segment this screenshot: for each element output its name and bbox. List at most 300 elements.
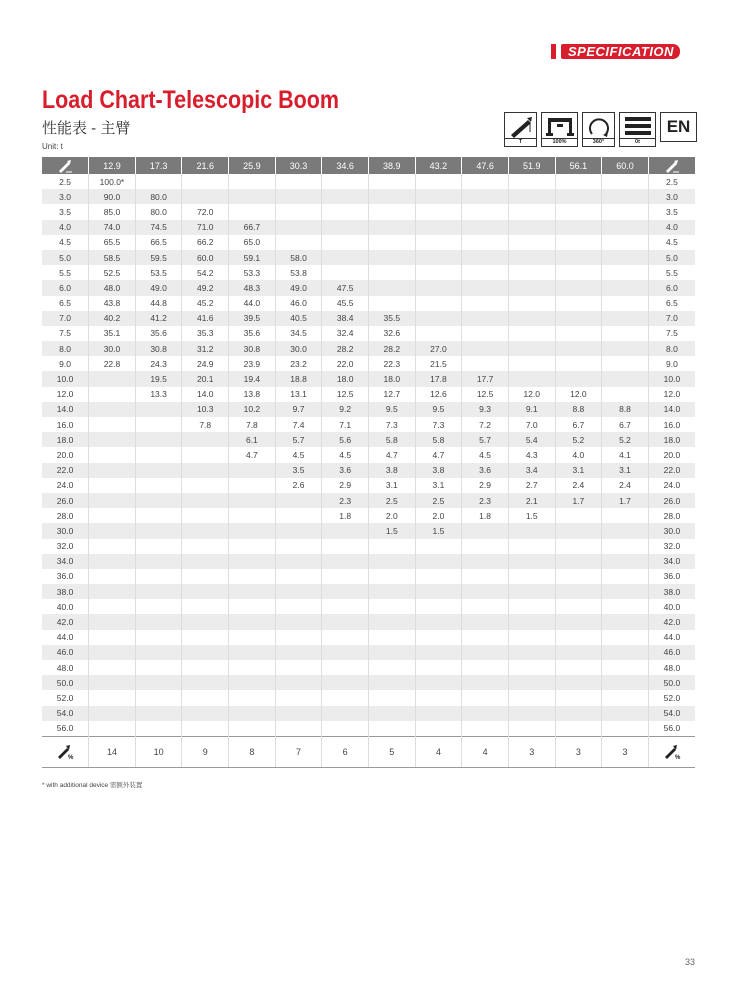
load-cell: 4.5 xyxy=(462,447,509,462)
load-cell: 27.0 xyxy=(415,341,462,356)
radius-cell: 46.0 xyxy=(42,645,89,660)
load-cell xyxy=(89,402,136,417)
radius-cell-right: 54.0 xyxy=(648,706,695,721)
load-cell: 17.7 xyxy=(462,371,509,386)
load-cell xyxy=(508,235,555,250)
load-cell xyxy=(602,280,649,295)
load-cell xyxy=(462,706,509,721)
load-cell: 4.0 xyxy=(555,447,602,462)
load-cell: 5.2 xyxy=(602,432,649,447)
load-cell: 71.0 xyxy=(182,220,229,235)
load-cell xyxy=(322,204,369,219)
radius-cell: 28.0 xyxy=(56,510,74,521)
load-cell: 19.4 xyxy=(229,371,276,386)
load-cell xyxy=(462,311,509,326)
load-cell xyxy=(602,539,649,554)
boom-radius-icon xyxy=(57,159,73,173)
load-cell xyxy=(135,523,182,538)
load-cell xyxy=(508,341,555,356)
load-cell xyxy=(602,675,649,690)
load-cell xyxy=(322,265,369,280)
load-cell: 31.2 xyxy=(182,341,229,356)
boom-length-header: 47.6 xyxy=(462,157,509,174)
load-cell xyxy=(602,265,649,280)
load-cell xyxy=(368,706,415,721)
radius-cell: 54.0 xyxy=(42,706,89,721)
load-cell xyxy=(182,554,229,569)
load-cell xyxy=(89,630,136,645)
load-cell xyxy=(508,569,555,584)
load-cell: 7.2 xyxy=(462,417,509,432)
load-cell: 2.5 xyxy=(368,493,415,508)
load-cell xyxy=(89,387,136,402)
load-cell xyxy=(182,584,229,599)
load-cell xyxy=(415,690,462,705)
load-cell: 30.0 xyxy=(275,341,322,356)
counterweight-caption: 0t xyxy=(620,138,655,146)
table-row xyxy=(42,660,695,675)
load-cell xyxy=(602,174,649,189)
radius-cell-right: 16.0 xyxy=(648,417,695,432)
table-row xyxy=(42,174,695,189)
load-cell xyxy=(229,463,276,478)
boom-length-header: 34.6 xyxy=(322,157,369,174)
boom-length-header: 17.3 xyxy=(135,157,182,174)
load-cell: 3.6 xyxy=(462,463,509,478)
configuration-indicators xyxy=(504,112,697,147)
load-cell xyxy=(508,675,555,690)
load-cell: 5.2 xyxy=(555,432,602,447)
load-cell: 53.3 xyxy=(229,265,276,280)
load-cell xyxy=(462,584,509,599)
radius-cell: 30.0 xyxy=(42,523,89,538)
load-cell: 9.1 xyxy=(508,402,555,417)
load-cell xyxy=(508,599,555,614)
load-cell xyxy=(275,660,322,675)
load-cell xyxy=(602,690,649,705)
load-cell xyxy=(508,280,555,295)
radius-cell: 3.5 xyxy=(59,206,71,217)
load-cell xyxy=(229,690,276,705)
load-cell: 1.5 xyxy=(508,508,555,523)
load-cell xyxy=(415,584,462,599)
load-cell xyxy=(462,280,509,295)
load-cell xyxy=(135,478,182,493)
load-cell xyxy=(275,508,322,523)
table-row xyxy=(42,250,695,265)
load-cell xyxy=(229,539,276,554)
section-icon-cell xyxy=(42,736,89,767)
load-cell xyxy=(415,706,462,721)
load-cell xyxy=(182,675,229,690)
load-cell xyxy=(602,371,649,386)
load-cell xyxy=(368,554,415,569)
load-cell xyxy=(229,660,276,675)
radius-cell-right: 3.5 xyxy=(648,204,695,219)
load-cell: 47.5 xyxy=(322,280,369,295)
load-cell: 8.8 xyxy=(555,402,602,417)
load-cell: 66.5 xyxy=(135,235,182,250)
load-cell xyxy=(135,614,182,629)
load-cell xyxy=(89,569,136,584)
load-cell: 49.2 xyxy=(182,280,229,295)
load-cell: 4.5 xyxy=(275,447,322,462)
load-cell xyxy=(368,250,415,265)
load-cell xyxy=(462,539,509,554)
load-cell xyxy=(462,554,509,569)
load-cell xyxy=(368,569,415,584)
load-cell xyxy=(275,690,322,705)
load-cell: 35.5 xyxy=(368,311,415,326)
radius-cell-right: 30.0 xyxy=(648,523,695,538)
table-row xyxy=(42,311,695,326)
radius-cell: 34.0 xyxy=(42,554,89,569)
load-cell xyxy=(368,204,415,219)
table-row xyxy=(42,614,695,629)
load-cell xyxy=(135,569,182,584)
load-cell xyxy=(368,235,415,250)
load-cell: 13.3 xyxy=(135,387,182,402)
load-cell: 45.5 xyxy=(322,296,369,311)
load-cell xyxy=(135,660,182,675)
load-cell: 1.8 xyxy=(322,508,369,523)
table-row xyxy=(42,508,695,523)
radius-cell: 12.0 xyxy=(56,389,74,400)
load-cell: 12.5 xyxy=(462,387,509,402)
load-cell xyxy=(182,508,229,523)
radius-cell-right: 18.0 xyxy=(648,432,695,447)
load-cell: 18.0 xyxy=(322,371,369,386)
table-row xyxy=(42,356,695,371)
language-indicator xyxy=(660,112,697,142)
radius-cell-right: 6.5 xyxy=(648,296,695,311)
load-cell xyxy=(135,554,182,569)
load-cell xyxy=(508,189,555,204)
radius-cell-right: 6.0 xyxy=(648,280,695,295)
load-cell xyxy=(508,204,555,219)
load-cell xyxy=(229,174,276,189)
load-cell xyxy=(368,660,415,675)
table-row xyxy=(42,447,695,462)
load-cell: 6.7 xyxy=(602,417,649,432)
radius-cell-right: 4.5 xyxy=(648,235,695,250)
load-cell xyxy=(182,599,229,614)
load-cell: 2.6 xyxy=(275,478,322,493)
table-row xyxy=(42,204,695,219)
load-cell xyxy=(322,660,369,675)
table-row xyxy=(42,220,695,235)
load-cell xyxy=(135,174,182,189)
load-cell xyxy=(555,341,602,356)
radius-cell-right: 12.0 xyxy=(648,387,695,402)
load-cell xyxy=(555,265,602,280)
load-cell: 8.8 xyxy=(602,402,649,417)
load-cell: 3.8 xyxy=(368,463,415,478)
load-cell xyxy=(89,432,136,447)
section-icon-cell-right xyxy=(648,736,695,767)
radius-cell: 7.0 xyxy=(42,311,89,326)
load-cell xyxy=(229,630,276,645)
load-cell: 58.0 xyxy=(275,250,322,265)
load-cell xyxy=(368,584,415,599)
load-cell xyxy=(602,296,649,311)
load-cell: 40.2 xyxy=(89,311,136,326)
load-cell xyxy=(229,493,276,508)
load-cell xyxy=(275,721,322,737)
load-cell xyxy=(322,675,369,690)
load-cell xyxy=(555,554,602,569)
load-cell xyxy=(555,584,602,599)
radius-cell: 2.5 xyxy=(59,176,71,187)
load-cell xyxy=(135,690,182,705)
radius-cell: 16.0 xyxy=(56,419,74,430)
section-count: 10 xyxy=(135,736,182,767)
load-cell xyxy=(508,706,555,721)
radius-cell-right: 8.0 xyxy=(648,341,695,356)
load-cell xyxy=(229,523,276,538)
load-cell xyxy=(135,447,182,462)
load-cell: 40.5 xyxy=(275,311,322,326)
load-cell: 58.5 xyxy=(89,250,136,265)
load-cell: 7.3 xyxy=(368,417,415,432)
load-cell xyxy=(508,645,555,660)
load-cell xyxy=(182,569,229,584)
load-cell xyxy=(89,478,136,493)
load-cell: 74.0 xyxy=(89,220,136,235)
load-cell: 66.2 xyxy=(182,235,229,250)
load-cell xyxy=(135,645,182,660)
load-cell: 48.3 xyxy=(229,280,276,295)
load-cell xyxy=(415,554,462,569)
table-row xyxy=(42,189,695,204)
load-cell xyxy=(462,630,509,645)
load-cell xyxy=(89,523,136,538)
boom-percent-icon xyxy=(663,744,681,760)
page-number: 33 xyxy=(684,957,695,967)
footnote: * with additional device 需额外装置 xyxy=(42,782,143,789)
load-cell: 100.0* xyxy=(89,174,136,189)
load-cell xyxy=(415,660,462,675)
load-cell xyxy=(508,356,555,371)
load-cell xyxy=(135,630,182,645)
boom-length-header: 25.9 xyxy=(229,157,276,174)
load-cell xyxy=(275,554,322,569)
table-row xyxy=(42,630,695,645)
load-cell: 35.1 xyxy=(89,326,136,341)
load-cell xyxy=(602,660,649,675)
load-cell xyxy=(415,296,462,311)
load-cell: 7.1 xyxy=(322,417,369,432)
load-cell xyxy=(89,721,136,737)
radius-cell: 5.5 xyxy=(59,267,71,278)
load-chart-body xyxy=(42,174,695,736)
load-cell xyxy=(508,660,555,675)
load-cell xyxy=(229,204,276,219)
load-cell xyxy=(135,508,182,523)
load-cell: 21.5 xyxy=(415,356,462,371)
load-cell xyxy=(89,614,136,629)
load-cell xyxy=(602,311,649,326)
load-cell: 5.8 xyxy=(368,432,415,447)
load-cell: 4.7 xyxy=(368,447,415,462)
load-cell xyxy=(462,174,509,189)
load-cell xyxy=(322,584,369,599)
load-cell: 2.4 xyxy=(555,478,602,493)
table-row xyxy=(42,675,695,690)
load-cell xyxy=(135,432,182,447)
load-cell xyxy=(602,189,649,204)
load-cell xyxy=(555,630,602,645)
load-cell: 44.8 xyxy=(135,296,182,311)
load-cell: 1.8 xyxy=(462,508,509,523)
load-cell: 72.0 xyxy=(182,204,229,219)
boom-length-header: 30.3 xyxy=(275,157,322,174)
boom-caption: T xyxy=(505,138,536,146)
load-cell: 32.4 xyxy=(322,326,369,341)
load-cell xyxy=(275,569,322,584)
outrigger-indicator xyxy=(541,112,578,147)
load-cell xyxy=(368,599,415,614)
load-cell: 2.9 xyxy=(462,478,509,493)
radius-cell: 5.0 xyxy=(42,250,89,265)
table-row xyxy=(42,280,695,295)
load-cell xyxy=(462,675,509,690)
load-cell: 1.7 xyxy=(555,493,602,508)
load-cell xyxy=(462,721,509,737)
load-cell: 85.0 xyxy=(89,204,136,219)
load-cell xyxy=(368,614,415,629)
load-cell xyxy=(135,463,182,478)
radius-cell: 8.0 xyxy=(42,341,89,356)
load-cell: 18.8 xyxy=(275,371,322,386)
load-cell xyxy=(602,645,649,660)
load-cell xyxy=(229,675,276,690)
load-cell: 53.5 xyxy=(135,265,182,280)
load-cell xyxy=(462,220,509,235)
load-cell xyxy=(182,630,229,645)
load-cell xyxy=(555,371,602,386)
load-cell: 2.4 xyxy=(602,478,649,493)
load-cell xyxy=(415,250,462,265)
load-cell xyxy=(182,721,229,737)
table-row xyxy=(42,296,695,311)
load-cell: 3.1 xyxy=(555,463,602,478)
radius-cell-right: 42.0 xyxy=(648,614,695,629)
load-cell xyxy=(555,250,602,265)
load-cell xyxy=(229,189,276,204)
load-cell: 24.9 xyxy=(182,356,229,371)
load-cell xyxy=(602,614,649,629)
load-cell: 41.2 xyxy=(135,311,182,326)
load-cell: 22.0 xyxy=(322,356,369,371)
load-cell xyxy=(89,371,136,386)
load-cell: 6.1 xyxy=(229,432,276,447)
load-cell: 7.4 xyxy=(275,417,322,432)
svg-text:%: % xyxy=(674,754,681,760)
load-cell: 7.8 xyxy=(229,417,276,432)
load-cell xyxy=(182,478,229,493)
boom-percent-icon xyxy=(56,744,74,760)
section-count: 7 xyxy=(275,736,322,767)
load-cell xyxy=(275,599,322,614)
language-label: EN xyxy=(666,117,691,136)
load-cell xyxy=(462,265,509,280)
load-cell: 41.6 xyxy=(182,311,229,326)
load-cell: 12.0 xyxy=(508,387,555,402)
table-row xyxy=(42,402,695,417)
load-cell xyxy=(368,280,415,295)
table-row xyxy=(42,265,695,280)
load-cell xyxy=(415,539,462,554)
load-cell: 7.0 xyxy=(508,417,555,432)
load-cell xyxy=(602,250,649,265)
radius-cell-right: 7.5 xyxy=(648,326,695,341)
table-row xyxy=(42,432,695,447)
load-cell xyxy=(415,265,462,280)
load-cell xyxy=(415,630,462,645)
load-cell xyxy=(602,508,649,523)
load-cell xyxy=(555,356,602,371)
radius-cell-right: 34.0 xyxy=(648,554,695,569)
load-cell xyxy=(275,189,322,204)
load-cell xyxy=(275,235,322,250)
load-cell: 48.0 xyxy=(89,280,136,295)
load-cell xyxy=(135,599,182,614)
radius-cell: 44.0 xyxy=(56,632,74,643)
radius-cell-right: 38.0 xyxy=(648,584,695,599)
radius-cell-right: 7.0 xyxy=(648,311,695,326)
load-cell xyxy=(322,220,369,235)
load-cell xyxy=(602,721,649,737)
load-cell xyxy=(322,690,369,705)
load-cell xyxy=(555,706,602,721)
load-cell xyxy=(182,645,229,660)
load-cell xyxy=(229,614,276,629)
radius-cell-right: 44.0 xyxy=(648,630,695,645)
load-cell: 22.8 xyxy=(89,356,136,371)
load-cell xyxy=(462,250,509,265)
load-cell xyxy=(322,599,369,614)
load-cell: 23.9 xyxy=(229,356,276,371)
table-row xyxy=(42,599,695,614)
load-cell: 5.7 xyxy=(275,432,322,447)
load-chart-table xyxy=(42,157,695,768)
radius-cell: 38.0 xyxy=(42,584,89,599)
radius-cell-right: 14.0 xyxy=(648,402,695,417)
load-cell xyxy=(508,220,555,235)
load-cell xyxy=(322,706,369,721)
section-count: 4 xyxy=(462,736,509,767)
load-cell xyxy=(555,296,602,311)
load-cell: 5.6 xyxy=(322,432,369,447)
outrigger-caption: 100% xyxy=(542,138,577,146)
load-cell xyxy=(368,174,415,189)
load-cell: 14.0 xyxy=(182,387,229,402)
load-cell: 19.5 xyxy=(135,371,182,386)
load-cell xyxy=(275,630,322,645)
load-cell xyxy=(462,296,509,311)
radius-cell-right: 4.0 xyxy=(648,220,695,235)
load-cell xyxy=(415,280,462,295)
load-cell xyxy=(368,645,415,660)
table-row xyxy=(42,371,695,386)
boom-length-header: 60.0 xyxy=(602,157,649,174)
boom-length-header: 12.9 xyxy=(89,157,136,174)
section-count: 9 xyxy=(182,736,229,767)
load-cell: 30.8 xyxy=(135,341,182,356)
load-cell xyxy=(555,508,602,523)
radius-cell-right: 2.5 xyxy=(648,174,695,189)
